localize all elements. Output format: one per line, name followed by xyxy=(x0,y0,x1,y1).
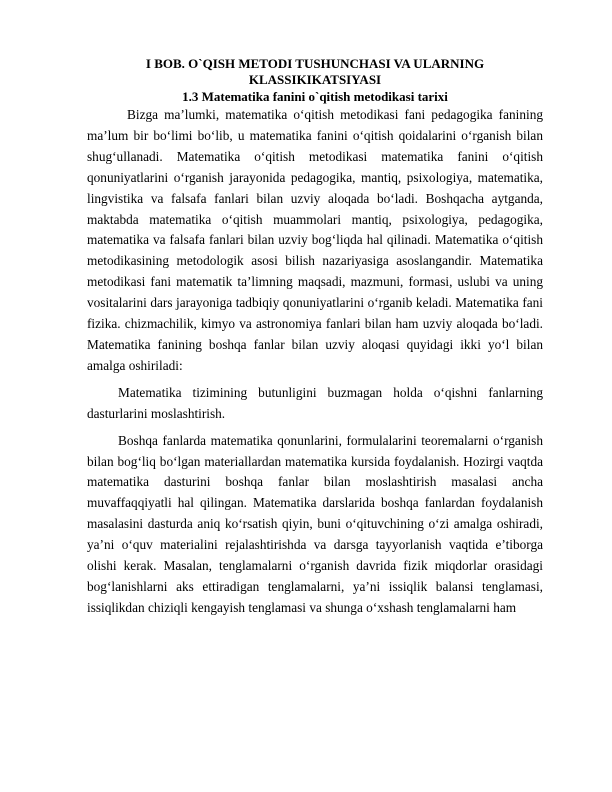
paragraph-method-two: Boshqa fanlarda matematika qonunlarini, formulalarini teoremalarni o‘rganish bilan bog‘liq bo‘lgan materiallardan matematika kursida foydalanish. Hozirgi vaqtda matematika dasturini boshqa fanlar bilan moslashtirish masalasi ancha muvaffaqqiyatli hal qilingan. Matematika darslarida boshqa fanlardan foydalanish masalasini dasturda aniq ko‘rsatish qiyin, buni o‘qituvchining o‘zi amalga oshiradi, ya’ni o‘quv materialini rejalashtirishda va darsga tayyorlanish vaqtida e’tiborga olishi kerak. Masalan, tenglamalarni o‘rganish davrida fizik miqdorlar orasidagi bog‘lanishlarni aks ettiradigan tenglamalarni, ya’ni issiqlik balansi tenglamasi, issiqlikdan chiziqli kengayish tenglamasi va shunga o‘xshash tenglamalarni ham xyxy=(87,432,543,615)
chapter-title-line1: I BOB. O`QISH METODI TUSHUNCHASI VA ULARNING xyxy=(145,56,485,71)
paragraph-intro: Bizga ma’lumki, matematika o‘qitish metodikasi fani pedagogika fanining ma’lum bir bo‘limi bo‘lib, u matematika fanini o‘qitish qoidalarini o‘rganish bilan shug‘ullanadi. Matematika o‘qitish metodikasi matematika fanini o‘qitish qonuniyatlarini o‘rganish jarayonida pedagogika, mantiq, psixologiya, matematika, lingvistika va falsafa fanlari bilan uzviy aloqada bo‘ladi. Boshqacha aytganda, maktabda matematika o‘qitish muammolari mantiq, psixologiya, pedagogika, matematika va falsafa fanlari bilan uzviy bog‘liqda hal qilinadi. Matematika o‘qitish metodikasining metodologik asosi bilish nazariyasiga asoslangandir. Matematika metodikasi fani matematik ta’limning maqsadi, mazmuni, formasi, uslubi va uning vositalarini dars jarayoniga tadbiqiy qonuniyatlarini o‘rganib keladi. Matematika fani fizika. chizmachilik, kimyo va astronomiya fanlari bilan ham uzviy aloqada bo‘ladi. Matematika fanining boshqa fanlar bilan uzviy aloqasi quyidagi ikki yo‘l bilan amalga oshiriladi: xyxy=(87,107,543,373)
chapter-title-line2: KLASSIKIKATSIYASI xyxy=(248,72,382,87)
paragraph-method-one: Matematika tizimining butunligini buzmagan holda o‘qishni fanlarning dasturlarini moslashtirish. xyxy=(87,384,543,421)
section-title: 1.3 Matematika fanini o`qitish metodikasi tarixi xyxy=(182,89,448,104)
document-page xyxy=(87,56,543,619)
